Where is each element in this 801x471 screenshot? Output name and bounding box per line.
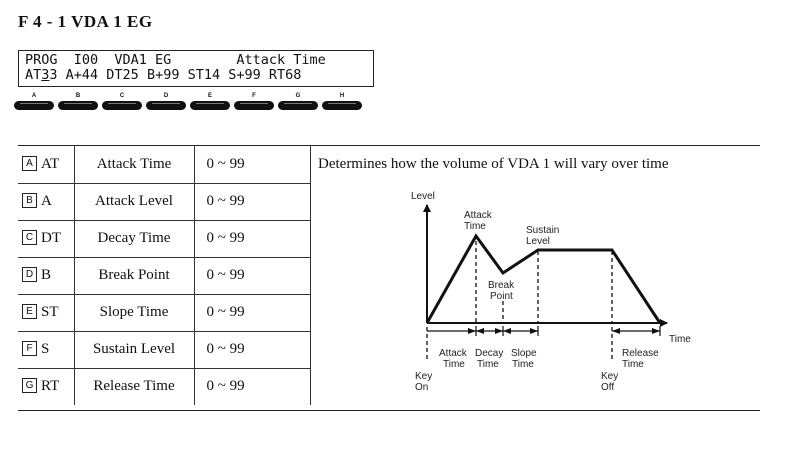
- guide-lines: [427, 241, 612, 361]
- release-time-label-2: Time: [622, 359, 644, 370]
- level-label: Level: [411, 191, 435, 202]
- attack-time-top-label-1: Attack: [464, 210, 492, 221]
- param-abbr: B: [41, 267, 52, 283]
- param-abbr: A: [41, 193, 52, 209]
- param-range: 0 ~ 99: [194, 146, 310, 183]
- attack-time-label-1: Attack: [439, 348, 467, 359]
- sustain-level-label-2: Level: [526, 236, 550, 247]
- break-point-label-2: Point: [490, 291, 513, 302]
- page-title: F 4 - 1 VDA 1 EG: [18, 12, 153, 31]
- attack-time-label-2: Time: [443, 359, 465, 370]
- softkey-label: H: [339, 93, 345, 99]
- envelope-curve: [427, 236, 660, 323]
- param-name: Sustain Level: [74, 331, 194, 368]
- param-name: Slope Time: [74, 294, 194, 331]
- lcd-line-2: [25, 67, 301, 83]
- break-point-label-1: Break: [488, 280, 515, 291]
- attack-time-top-label-2: Time: [464, 221, 486, 232]
- lcd-cursor: 3: [41, 67, 50, 83]
- param-key-cell: [18, 294, 74, 331]
- release-time-label-1: Release: [622, 348, 659, 359]
- table-row: [18, 146, 310, 183]
- param-range: 0 ~ 99: [194, 331, 310, 368]
- lcd-line-2-rest: 3 A+44 DT25 B+99 ST14 S+99 RT68: [49, 67, 302, 83]
- param-key-cell: [18, 183, 74, 220]
- param-name: Attack Time: [74, 146, 194, 183]
- key-letter-box: A: [22, 156, 37, 171]
- table-row: [18, 294, 310, 331]
- table-bottom-rule: [18, 410, 760, 411]
- time-label: Time: [669, 334, 691, 345]
- decay-time-label-2: Time: [477, 359, 499, 370]
- key-on-label-1: Key: [415, 371, 433, 382]
- table-row: [18, 257, 310, 294]
- table-row: [18, 220, 310, 257]
- softkey-e[interactable]: [190, 93, 230, 115]
- softkey-f[interactable]: [234, 93, 274, 115]
- param-range: 0 ~ 99: [194, 183, 310, 220]
- decay-time-label-1: Decay: [475, 348, 504, 359]
- param-range: 0 ~ 99: [194, 257, 310, 294]
- softkey-label: B: [75, 93, 81, 99]
- key-letter-box: C: [22, 230, 37, 245]
- param-range: 0 ~ 99: [194, 220, 310, 257]
- table-row: [18, 331, 310, 368]
- param-key-cell: [18, 331, 74, 368]
- softkey-b[interactable]: [58, 93, 98, 115]
- param-abbr: DT: [41, 230, 61, 246]
- key-letter-box: E: [22, 304, 37, 319]
- param-range: 0 ~ 99: [194, 294, 310, 331]
- softkey-label: G: [295, 93, 301, 99]
- softkey-label: F: [252, 93, 256, 99]
- slope-time-label-2: Time: [512, 359, 534, 370]
- param-key-cell: [18, 368, 74, 405]
- param-name: Decay Time: [74, 220, 194, 257]
- param-name: Attack Level: [74, 183, 194, 220]
- slope-time-label-1: Slope: [511, 348, 537, 359]
- param-abbr: ST: [41, 304, 59, 320]
- key-letter-box: G: [22, 378, 37, 393]
- param-name: Break Point: [74, 257, 194, 294]
- param-key-cell: [18, 146, 74, 183]
- key-letter-box: D: [22, 267, 37, 282]
- parameter-table: [18, 146, 311, 405]
- sustain-level-label-1: Sustain: [526, 225, 560, 236]
- description-text: Determines how the volume of VDA 1 will vary over time: [318, 156, 669, 172]
- softkey-label: A: [31, 93, 37, 99]
- param-abbr: AT: [41, 155, 60, 172]
- param-abbr: RT: [41, 378, 60, 395]
- envelope-diagram: [405, 185, 705, 400]
- softkey-label: D: [163, 93, 169, 99]
- key-off-label-1: Key: [601, 371, 619, 382]
- key-letter-box: F: [22, 341, 37, 356]
- lcd-line-2-prefix: AT: [25, 67, 42, 83]
- softkey-row: [14, 93, 362, 115]
- softkey-a[interactable]: [14, 93, 54, 115]
- softkey-g[interactable]: [278, 93, 318, 115]
- key-letter-box: B: [22, 193, 37, 208]
- softkey-h[interactable]: [322, 93, 362, 115]
- param-name: Release Time: [74, 368, 194, 405]
- softkey-label: C: [119, 93, 125, 99]
- key-on-label-2: On: [415, 382, 429, 393]
- lcd-display: [18, 50, 374, 87]
- table-row: [18, 368, 310, 405]
- param-range: 0 ~ 99: [194, 368, 310, 405]
- param-abbr: S: [41, 341, 50, 357]
- softkey-d[interactable]: [146, 93, 186, 115]
- table-row: [18, 183, 310, 220]
- param-key-cell: [18, 220, 74, 257]
- segment-arrows: [427, 326, 660, 336]
- key-off-label-2: Off: [601, 382, 615, 393]
- softkey-c[interactable]: [102, 93, 142, 115]
- softkey-label: E: [207, 93, 212, 99]
- param-key-cell: [18, 257, 74, 294]
- lcd-line-1: PROG I00 VDA1 EG Attack Time: [25, 52, 326, 68]
